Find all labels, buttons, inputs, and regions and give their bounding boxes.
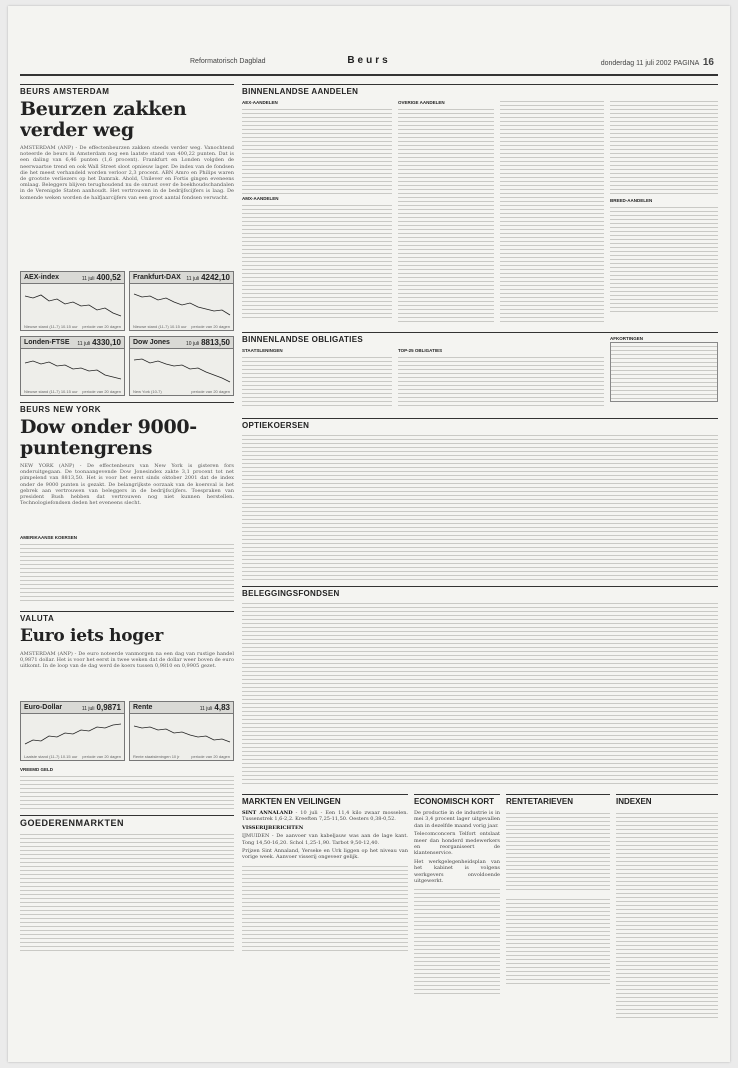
- top25-bonds-table: [398, 354, 604, 406]
- bond-rates-table: [506, 896, 610, 986]
- chart-value: 4242,10: [201, 273, 230, 282]
- section-rentetarieven: RENTETARIEVEN: [506, 794, 610, 806]
- chart-line: [23, 716, 123, 752]
- article-beurs-amsterdam: [20, 84, 234, 265]
- economy-filler: [414, 886, 500, 996]
- table-title: BREED-AANDELEN: [610, 198, 653, 203]
- market-filler: [242, 863, 408, 953]
- chart-date: 11 juli: [199, 706, 213, 712]
- amx-stocks-table: [242, 202, 392, 320]
- article-indexen: [616, 794, 718, 1020]
- options-table: [242, 432, 718, 580]
- chart-source: New York (10-7): [133, 389, 162, 394]
- chart-rente: [129, 701, 234, 761]
- breed-stocks-table: [610, 204, 718, 312]
- chart-period: periode van 20 dagen: [82, 754, 121, 759]
- table-title: AMX-AANDELEN: [242, 196, 279, 201]
- dateline: SINT ANNALAND: [242, 810, 293, 816]
- article-body: AMSTERDAM (ANP) - De euro noteerde vanmorgen na een dag van rustige handel 0,9871 dollar. Het is voor het eerst in twee weken dat de dollar weer boven de euro uitkomt. In de loop van de dag werd de koers tussen 0,9810 en 0,9905 gezet.: [20, 651, 234, 670]
- paragraph: Het werkgelegenheidsplan van het kabinet is volgens werkgevers onvoldoende uitgewerkt.: [414, 858, 500, 885]
- kicker: VALUTA: [20, 611, 234, 623]
- headline: Euro iets hoger: [20, 626, 164, 646]
- headline: Beurzen zakken verder weg: [20, 98, 187, 141]
- kicker: BEURS AMSTERDAM: [20, 84, 234, 96]
- chart-period: periode van 20 dagen: [82, 324, 121, 329]
- section-obligaties: BINNENLANDSE OBLIGATIES: [242, 332, 718, 344]
- article-beurs-new-york: [20, 402, 234, 603]
- chart-line: [132, 351, 232, 387]
- section-goederenmarkten: GOEDERENMARKTEN: [20, 815, 234, 828]
- us-quotes-table: [20, 541, 234, 603]
- subhead: VISSERIJBERICHTEN: [242, 824, 304, 831]
- chart-date: 11 juli: [81, 276, 95, 282]
- paragraph: Telecomconcern Telfort ontslaat meer dan honderd medewerkers en reorganiseert de klantenservice.: [414, 831, 500, 857]
- chart-source: Nieuwe stand (11-7) 10.15 uur: [24, 389, 78, 394]
- section-binnenlandse-aandelen: BINNENLANDSE AANDELEN: [242, 84, 718, 96]
- interest-table: [506, 810, 610, 890]
- chart-line: [23, 351, 123, 387]
- table-title: STAATSLENINGEN: [242, 348, 283, 353]
- table-title: AEX-AANDELEN: [242, 100, 278, 105]
- chart-euro-dollar: [20, 701, 125, 761]
- date-text: donderdag 11 juli 2002: [600, 60, 672, 67]
- chart-source: Rente staatsleningen 10 jr: [133, 754, 180, 759]
- chart-dax: [129, 271, 234, 331]
- chart-period: periode van 20 dagen: [191, 754, 230, 759]
- table-title: AMERIKAANSE KOERSEN: [20, 535, 78, 540]
- section-optiekoersen: OPTIEKOERSEN: [242, 418, 718, 430]
- page-number: 16: [702, 57, 714, 68]
- page-label: PAGINA: [673, 60, 699, 67]
- state-loans-table: [242, 354, 392, 406]
- valuta-charts: [20, 701, 234, 761]
- chart-source: Nieuwe stand (11-7) 10.15 uur: [24, 324, 78, 329]
- chart-title: Dow Jones: [133, 339, 170, 346]
- chart-line: [132, 716, 232, 752]
- chart-value: 400,52: [96, 273, 121, 282]
- chart-line: [132, 286, 232, 322]
- table-title: TOP-25 OBLIGATIES: [398, 348, 443, 353]
- chart-period: periode van 20 dagen: [191, 389, 230, 394]
- section-title: Beurs: [347, 55, 391, 66]
- article-economisch-kort: [414, 794, 500, 996]
- kicker: BEURS NEW YORK: [20, 402, 234, 414]
- chart-value: 4,83: [214, 703, 230, 712]
- chart-dow-jones: [129, 336, 234, 396]
- other-stocks-table: [398, 106, 494, 322]
- paragraph: IJMUIDEN - De aanvoer van kabeljauw was aan de lage kant. Tong 14,50-16,20. Schol 1,25-1,90. Tarbot 9,50-12,40.: [242, 833, 408, 846]
- chart-value: 0,9871: [96, 703, 121, 712]
- chart-title: Rente: [133, 704, 153, 711]
- currency-table: [20, 773, 234, 809]
- paragraph: De productie in de industrie is in mei 3,4 procent lager uitgevallen dan in dezelfde maand vorig jaar.: [414, 810, 500, 829]
- chart-title: Frankfurt-DAX: [133, 274, 181, 281]
- headline: Dow onder 9000-puntengrens: [20, 416, 197, 459]
- newspaper-page: [8, 6, 730, 1062]
- article-valuta: [20, 611, 234, 695]
- article-body: NEW YORK (ANP) - De effectenbeurs van New York is gisteren fors onderuitgegaan. De toonaangevende Dow Jonesindex zakte 3,1 procent tot net pimpelend van 8813,50. Het is voor het eerst sinds oktober 2001 dat de index onder de 9000 punten is gezakt. De belangrijkste oorzaak van de koersval is het gebrek aan vertrouwen van beleggers in de bedrijfscijfers. Toespraken van president Bush hebben dat vertrouwen nog niet kunnen herstellen. Technologiefondsen deden het eveneens slecht.: [20, 463, 234, 507]
- table-title: AFKORTINGEN: [610, 336, 643, 341]
- chart-ftse: [20, 336, 125, 396]
- funds-table: [242, 600, 718, 786]
- paragraph: - 10 juli - Een 11,4 kilo zwaar mosselen. Tussenstrek 1,6-2,2. Kreeften 7,25-11,50. Oesters 0,38-0,52.: [242, 810, 408, 823]
- chart-date: 11 juli: [186, 276, 200, 282]
- section-economisch-kort: ECONOMISCH KORT: [414, 794, 500, 806]
- chart-title: Londen-FTSE: [24, 339, 70, 346]
- chart-period: periode van 20 dagen: [82, 389, 121, 394]
- chart-date: 11 juli: [81, 706, 95, 712]
- index-charts: [20, 271, 234, 396]
- page-date: [601, 57, 714, 68]
- table-title: OVERIGE AANDELEN: [398, 100, 445, 105]
- chart-period: periode van 20 dagen: [191, 324, 230, 329]
- article-body: AMSTERDAM (ANP) - De effectenbeurzen zakken steeds verder weg. Vanochtend noteerde de beurs in Amsterdam nog een laatste stand van 400,22 punten. Dat is een daling van 6,46 punten (1,6 procent). Frankfurt en Londen volgden de neerwaartse trend en ook Wall Street sloot opnieuw lager. De index van de fondsen die het meest verhandeld worden verloor 2,3 procent. ABN Amro en Philips waren de grootste verliezers op het Damrak. Ahold, Unilever en Fortis gingen eveneens omlaag. Beleggers blijven terughoudend nu de onrust over de boekhoudschandalen in de Verenigde Staten aanhoudt. Het vertrouwen in de bedrijfscijfers is laag. De komende weken worden de halfjaarcijfers van een groot aantal fondsen verwacht.: [20, 145, 234, 201]
- chart-date: 11 juli: [77, 341, 91, 347]
- article-rentetarieven: [506, 794, 610, 986]
- paper-name: Reformatorisch Dagblad: [190, 58, 266, 65]
- chart-source: Laatste stand (11-7) 10.15 uur: [24, 754, 78, 759]
- local-stocks-table: [500, 98, 604, 322]
- indexes-table: [616, 810, 718, 1020]
- misc-stocks-table: [610, 98, 718, 196]
- chart-title: AEX-index: [24, 274, 60, 281]
- chart-source: Nieuwe stand (11-7) 10.15 uur: [133, 324, 187, 329]
- paragraph: Prijzen Sint Annaland, Yerseke en Urk liggen op het niveau van vorige week. Aanvoer visserij ongeveer gelijk.: [242, 848, 408, 861]
- chart-value: 8813,50: [201, 338, 230, 347]
- chart-aex: [20, 271, 125, 331]
- abbreviations-box: [610, 342, 718, 402]
- chart-title: Euro-Dollar: [24, 704, 63, 711]
- left-column: [20, 84, 234, 1054]
- section-beleggingsfondsen: BELEGGINGSFONDSEN: [242, 586, 718, 598]
- chart-line: [23, 286, 123, 322]
- commodities-table: [20, 831, 234, 951]
- aex-stocks-table: [242, 106, 392, 194]
- table-title: VREEMD GELD: [20, 767, 54, 772]
- chart-value: 4330,10: [92, 338, 121, 347]
- stocks-area: [242, 98, 718, 326]
- article-markten: [242, 794, 408, 953]
- right-column: [242, 84, 718, 1054]
- section-markten: MARKTEN EN VEILINGEN: [242, 794, 408, 806]
- masthead: [20, 50, 718, 76]
- chart-date: 10 juli: [186, 341, 200, 347]
- section-indexen: INDEXEN: [616, 794, 718, 806]
